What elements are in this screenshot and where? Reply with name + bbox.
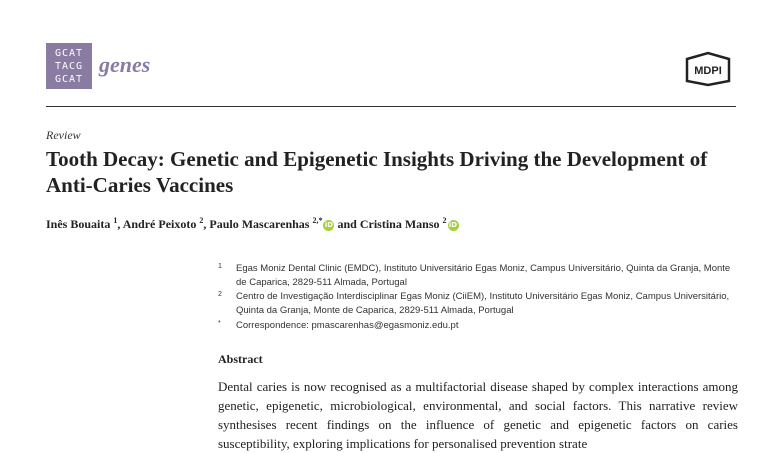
article-title: Tooth Decay: Genetic and Epigenetic Insights Driving the Development of Anti-Caries Vaccines [46, 147, 708, 197]
abstract-heading: Abstract [218, 352, 263, 366]
publisher-logo [681, 51, 735, 87]
author-2[interactable]: André Peixoto $^2$ [122, 216, 204, 231]
abstract-text: Dental caries is now recognised as a multifactorial disease shaped by complex interactions among genetic, epigenetic, microbiological, environmental, and social factors. This narrative review synthesises recent findings on the influence of genetic and epigenetic factors on caries susceptibility, exploring implications for personalised prevention strate [218, 379, 738, 451]
header-divider [46, 106, 736, 107]
publisher-name: MDPI [694, 65, 722, 77]
logo-line-2: TACG [54, 61, 84, 72]
correspondence: * Correspondence: pmascarenhas@egasmoniz.edu.pt [218, 320, 459, 331]
author-3[interactable]: Paulo Mascarenhas $^{2,*}$ iD [209, 216, 334, 231]
affiliation-1: 1 Egas Moniz Dental Clinic (EMDC), Instituto Universitário Egas Moniz, Campus Universitário, Quinta da Granja, Monte de Caparica, 2829-511 Almada, Portugal [218, 263, 731, 288]
orcid-icon[interactable]: iD [324, 221, 334, 229]
article-type: Review [46, 128, 81, 142]
logo-line-1: GCAT [54, 48, 84, 59]
orcid-icon[interactable]: iD [448, 221, 458, 229]
affiliation-2: 2 Centro de Investigação Interdisciplinar Egas Moniz (CiiEM), Instituto Universitário Egas Moniz, Campus Universitário, Quinta da Granja, Monte de Caparica, 2829-511 Almada, Portugal [218, 291, 730, 316]
author-1[interactable]: Inês Bouaita $^1$ [46, 216, 118, 231]
journal-logo [46, 43, 92, 89]
author-4[interactable]: Cristina Manso $^2$ iD [359, 216, 458, 231]
author-list: Inês Bouaita $^1$, André Peixoto $^2$, Paulo Mascarenhas $^{2,*}$ iD and Cristina Manso $^2$ iD [46, 216, 458, 231]
logo-line-3: GCAT [54, 74, 84, 85]
journal-name: genes [99, 52, 151, 77]
